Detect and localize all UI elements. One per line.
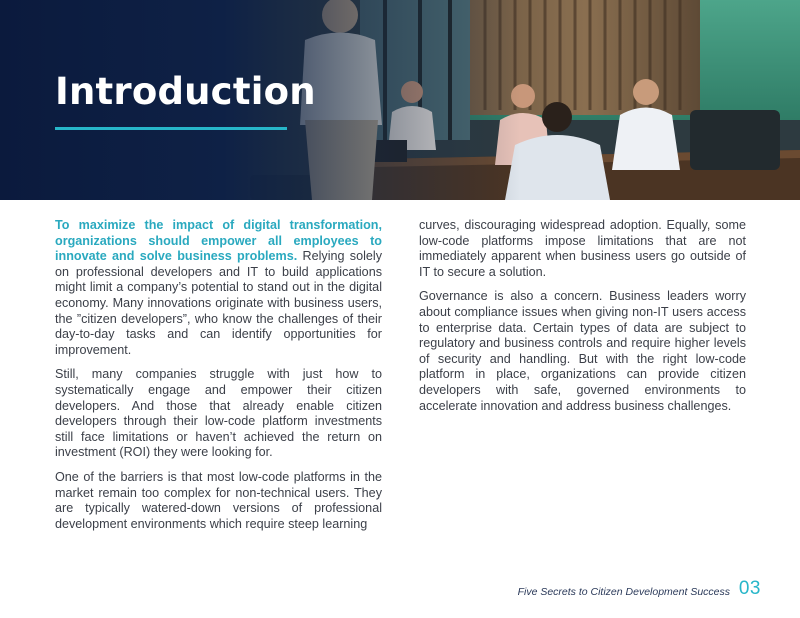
right-column	[419, 218, 746, 423]
left-column	[55, 218, 382, 541]
page-title: Introduction	[55, 70, 316, 113]
title-underline	[55, 127, 287, 130]
paragraph-struggle: Still, many companies struggle with just how to systematically engage and empower their citizen developers. And those that already enable citizen developers through their low-code platform investments still face limitations or haven’t achieved the return on investment (ROI) they were looking for.	[55, 367, 382, 460]
page-number: 03	[738, 578, 761, 599]
hero-banner	[0, 0, 800, 200]
footer-doc-title: Five Secrets to Citizen Development Success	[517, 586, 730, 598]
paragraph-governance: Governance is also a concern. Business leaders worry about compliance issues when giving non-IT users access to enterprise data. Certain types of data are subject to regulatory and business controls and require higher levels of security and handling. But with the right low-code platform in place, organizations can provide citizen developers with safe, governed environments to accelerate innovation and address business challenges.	[419, 289, 746, 413]
paragraph-curves: curves, discouraging widespread adoption. Equally, some low-code platforms impose limitations that are not immediately apparent when business users go outside of IT to secure a solution.	[419, 218, 746, 279]
lead-statement: To maximize the impact of digital transformation, organizations should empower all employees to innovate and solve business problems.	[55, 218, 382, 264]
intro-paragraph	[55, 218, 382, 358]
intro-paragraph-text: Relying solely on professional developers and IT to build applications might limit a company’s potential to stand out in the digital economy. Many innovations originate with business users, the ”citizen developers”, who know the challenges of their day-to-day tasks and can identify opportunities for improvement.	[55, 249, 382, 357]
paragraph-barriers: One of the barriers is that most low-code platforms in the market remain too complex for non-technical users. They are typically watered-down versions of professional development environments which require steep learning	[55, 469, 382, 531]
